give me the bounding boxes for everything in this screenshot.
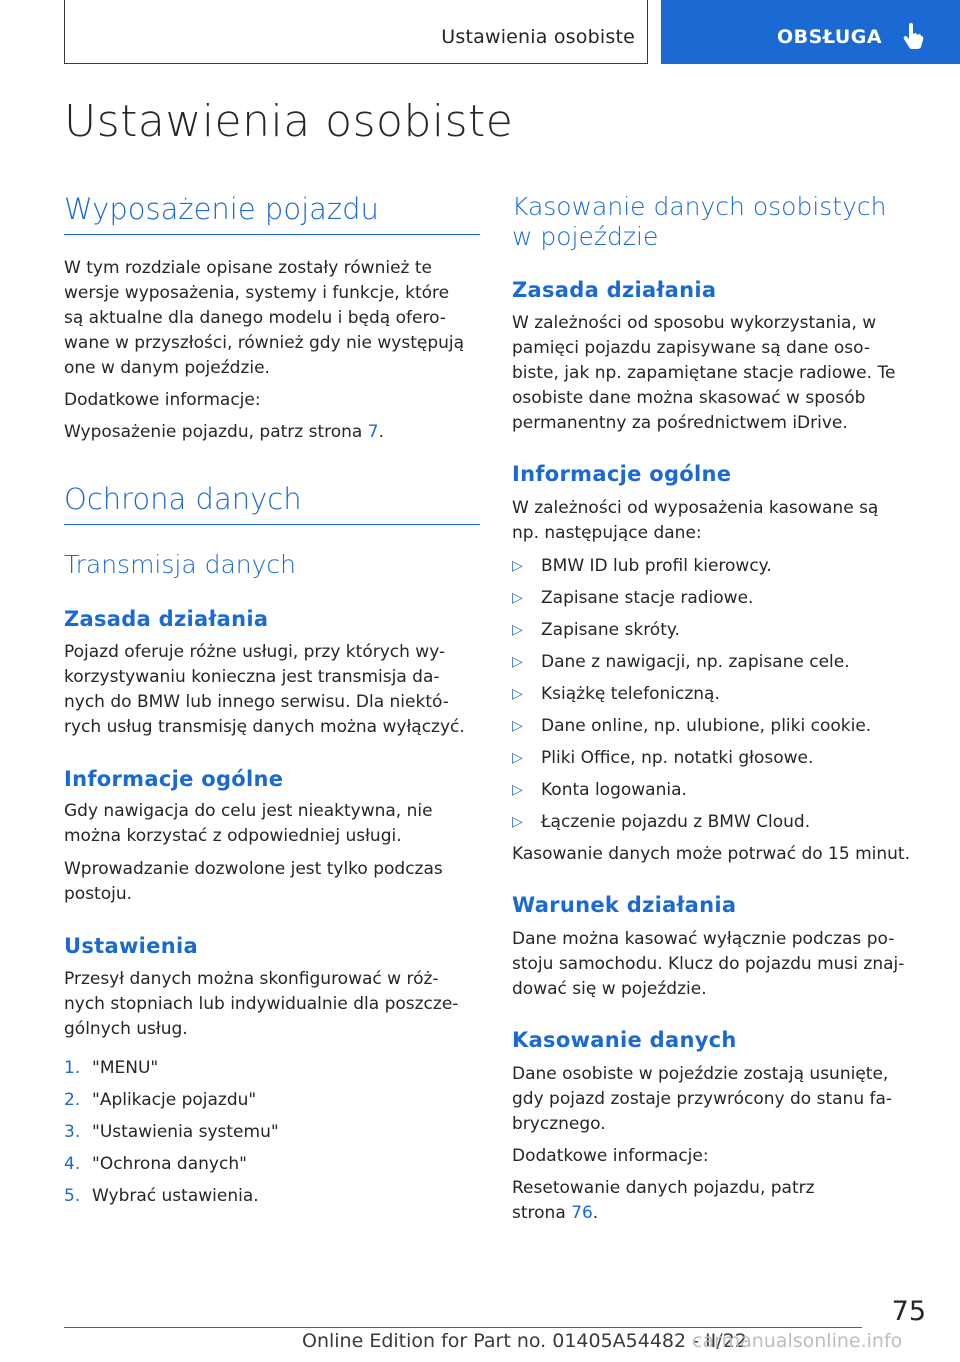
list-item-text: Pliki Office, np. notatki głosowe.: [541, 748, 814, 768]
data-deletion-line-2: gdy pojazd zostaje przywrócony do stanu fa-: [512, 1089, 893, 1109]
triangle-bullet-icon: ▷: [512, 686, 523, 702]
data-deletion-reference: [512, 1201, 598, 1227]
transmission-principle-line-1: Pojazd oferuje różne usługi, przy których wy-: [64, 642, 446, 662]
transmission-principle-line-4: rych usług transmisję danych można wyłączyć.: [64, 717, 465, 737]
step-number: 3.: [64, 1122, 81, 1142]
equipment-ref-end: .: [378, 422, 384, 442]
settings-heading: Ustawienia: [64, 934, 198, 958]
data-deletion-more-info: Dodatkowe informacje:: [512, 1146, 709, 1166]
triangle-bullet-icon: ▷: [512, 718, 523, 734]
list-item-text: Dane z nawigacji, np. zapisane cele.: [541, 652, 850, 672]
footer-rule: [64, 1327, 862, 1328]
list-item-text: Konta logowania.: [541, 780, 687, 800]
triangle-bullet-icon: ▷: [512, 622, 523, 638]
step-text: "MENU": [92, 1058, 159, 1078]
settings-line-1: Przesył danych można skonfigurować w róż-: [64, 969, 439, 989]
step-number: 4.: [64, 1154, 81, 1174]
step-number: 5.: [64, 1186, 81, 1206]
condition-line-3: dować się w pojeździe.: [512, 979, 707, 999]
data-deletion-line-1: Dane osobiste w pojeździe zostają usunięte,: [512, 1064, 889, 1084]
step-text: "Aplikacje pojazdu": [92, 1090, 257, 1110]
condition-line-1: Dane można kasować wyłącznie podczas po-: [512, 929, 895, 949]
condition-heading: Warunek działania: [512, 893, 737, 917]
transmission-principle-line-3: nych do BMW lub innego serwisu. Dla niektó-: [64, 692, 449, 712]
chapter-tab[interactable]: [661, 0, 960, 64]
equipment-heading: Wyposażenie pojazdu: [64, 192, 379, 226]
hand-pointer-icon: [902, 22, 924, 50]
page-number: 75: [891, 1296, 926, 1327]
data-deletion-page-link[interactable]: 76: [571, 1203, 593, 1223]
step-text: "Ustawienia systemu": [92, 1122, 279, 1142]
deletion-principle-line-5: permanentny za pośrednictwem iDrive.: [512, 413, 848, 433]
equipment-line-3: są aktualne dla danego modelu i będą ofero-: [64, 308, 446, 328]
data-deletion-line-3: brycznego.: [512, 1114, 606, 1134]
list-item-text: Dane online, np. ulubione, pliki cookie.: [541, 716, 872, 736]
chapter-tab-label: OBSŁUGA: [777, 26, 883, 48]
equipment-reference: [64, 420, 384, 446]
transmission-heading: Transmisja danych: [64, 550, 297, 579]
step-text: "Ochrona danych": [92, 1154, 247, 1174]
deletion-principle-line-2: pamięci pojazdu zapisywane są dane oso-: [512, 338, 871, 358]
settings-line-2: nych stopniach lub indywidualnie dla poszcze-: [64, 994, 459, 1014]
deletion-principle-line-3: biste, jak np. zapamiętane stacje radiowe. Te: [512, 363, 896, 383]
equipment-line-1: W tym rozdziale opisane zostały również te: [64, 258, 432, 278]
list-item-text: Łączenie pojazdu z BMW Cloud.: [541, 812, 811, 832]
deletion-principle-heading: Zasada działania: [512, 278, 717, 302]
step-number: 1.: [64, 1058, 81, 1078]
deletion-heading-line-2: w pojeździe: [512, 222, 659, 251]
step-number: 2.: [64, 1090, 81, 1110]
deletion-general-heading: Informacje ogólne: [512, 462, 732, 486]
triangle-bullet-icon: ▷: [512, 814, 523, 830]
deletion-general-line-1: W zależności od wyposażenia kasowane są: [512, 498, 879, 518]
transmission-general-line-4: postoju.: [64, 884, 133, 904]
header-section-box: [64, 0, 648, 64]
deletion-general-line-2: np. następujące dane:: [512, 523, 702, 543]
triangle-bullet-icon: ▷: [512, 750, 523, 766]
equipment-page-link[interactable]: 7: [367, 422, 379, 442]
equipment-ref-text: Wyposażenie pojazdu, patrz strona: [64, 422, 363, 442]
transmission-general-line-2: można korzystać z odpowiedniej usługi.: [64, 826, 402, 846]
condition-line-2: stoju samochodu. Klucz do pojazdu musi znaj-: [512, 954, 905, 974]
page-title: Ustawienia osobiste: [64, 96, 514, 147]
triangle-bullet-icon: ▷: [512, 782, 523, 798]
triangle-bullet-icon: ▷: [512, 590, 523, 606]
step-text: Wybrać ustawienia.: [92, 1186, 259, 1206]
transmission-principle-heading: Zasada działania: [64, 607, 269, 631]
data-deletion-ref-end: .: [592, 1203, 599, 1223]
transmission-principle-line-2: korzystywaniu konieczna jest transmisja da-: [64, 667, 440, 687]
transmission-general-line-1: Gdy nawigacja do celu jest nieaktywna, nie: [64, 801, 433, 821]
list-item-text: BMW ID lub profil kierowcy.: [541, 556, 772, 576]
privacy-heading-rule: [64, 524, 480, 525]
data-deletion-heading: Kasowanie danych: [512, 1028, 737, 1052]
data-deletion-ref-text: strona: [512, 1203, 566, 1223]
privacy-heading: Ochrona danych: [64, 482, 302, 516]
transmission-general-heading: Informacje ogólne: [64, 767, 284, 791]
footer-edition: Online Edition for Part no. 01405A54482 - II/22: [302, 1330, 747, 1352]
section-title: Ustawienia osobiste: [441, 26, 635, 48]
equipment-more-info: Dodatkowe informacje:: [64, 390, 261, 410]
equipment-line-4: wane w przyszłości, również gdy nie występują: [64, 333, 465, 353]
triangle-bullet-icon: ▷: [512, 654, 523, 670]
equipment-line-5: one w danym pojeździe.: [64, 358, 270, 378]
list-item-text: Książkę telefoniczną.: [541, 684, 720, 704]
list-item-text: Zapisane stacje radiowe.: [541, 588, 754, 608]
list-item-text: Zapisane skróty.: [541, 620, 680, 640]
settings-line-3: gólnych usług.: [64, 1019, 188, 1039]
equipment-line-2: wersje wyposażenia, systemy i funkcje, które: [64, 283, 450, 303]
deletion-principle-line-4: osobiste dane można skasować w sposób: [512, 388, 866, 408]
deletion-principle-line-1: W zależności od sposobu wykorzystania, w: [512, 313, 877, 333]
equipment-heading-rule: [64, 234, 480, 235]
watermark: carmanualsonline.info: [692, 1330, 903, 1352]
deletion-heading-line-1: Kasowanie danych osobistych: [512, 192, 887, 221]
triangle-bullet-icon: ▷: [512, 558, 523, 574]
deletion-duration: Kasowanie danych może potrwać do 15 minut.: [512, 844, 910, 864]
data-deletion-ref-line-1: Resetowanie danych pojazdu, patrz: [512, 1178, 815, 1198]
transmission-general-line-3: Wprowadzanie dozwolone jest tylko podczas: [64, 859, 443, 879]
